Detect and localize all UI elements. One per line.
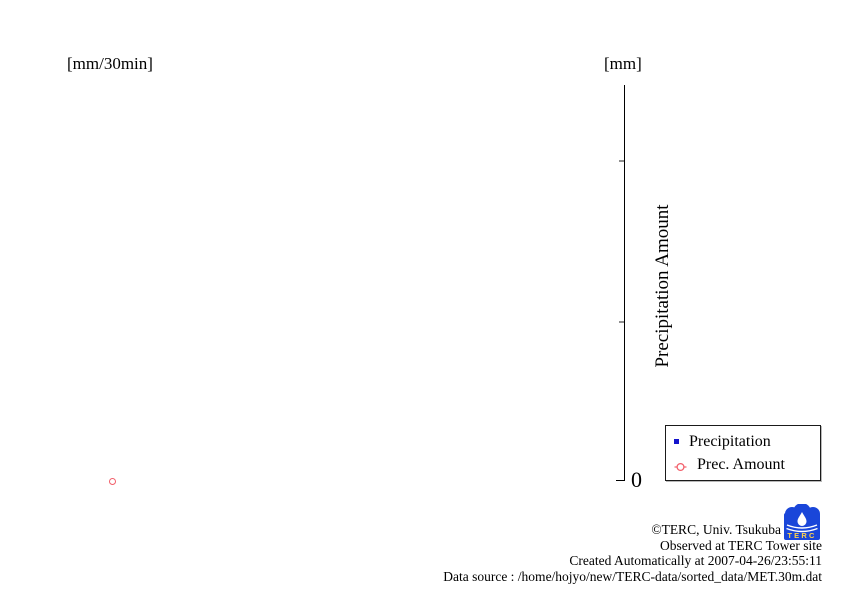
y2-axis-line xyxy=(624,85,625,481)
legend-item-precipitation xyxy=(666,434,820,450)
footer-observed: Observed at TERC Tower site xyxy=(659,538,822,553)
legend-box xyxy=(665,425,821,481)
legend-item-prec-amount xyxy=(666,457,820,473)
data-point-prec-amount xyxy=(109,478,116,485)
left-axis-unit-label: [mm/30min] xyxy=(67,54,153,73)
legend-label: Prec. Amount xyxy=(697,455,785,473)
legend-label: Precipitation xyxy=(689,432,771,450)
footer-created: Created Automatically at 2007-04-26/23:55:11 xyxy=(569,553,822,568)
footer-data-source: Data source : /home/hojyo/new/TERC-data/sorted_data/MET.30m.dat xyxy=(443,569,822,584)
red-circle-marker-icon xyxy=(674,460,687,470)
blue-square-marker-icon xyxy=(674,439,679,444)
y2-zero-tick-label: 0 xyxy=(631,467,642,492)
logo-text: TERC xyxy=(787,531,817,540)
y2-axis-minor-tick-upper xyxy=(619,160,624,162)
right-axis-unit-label: [mm] xyxy=(604,54,642,73)
y2-axis-zero-tick xyxy=(616,480,624,481)
terc-logo xyxy=(784,504,820,540)
y2-axis-minor-tick-middle xyxy=(619,321,624,323)
footer-copyright: ©TERC, Univ. Tsukuba xyxy=(651,522,781,537)
y2-axis-title: Precipitation Amount xyxy=(652,204,673,368)
